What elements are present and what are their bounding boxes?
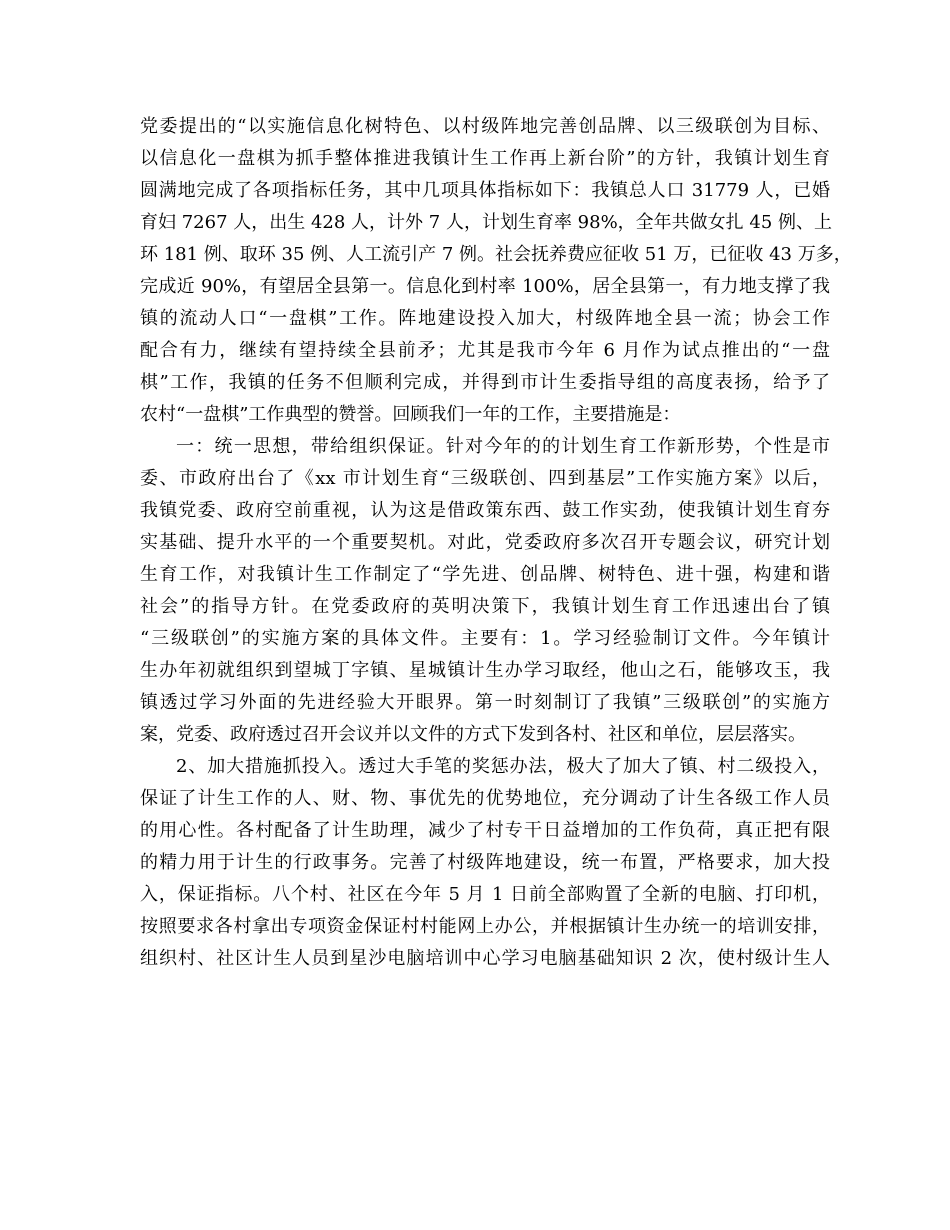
text-line: 按照要求各村拿出专项资金保证村村能网上办公，并根据镇计生办统一的培训安排， <box>140 916 830 937</box>
text-line: 生办年初就组织到望城丁字镇、星城镇计生办学习取经，他山之石，能够攻玉，我 <box>140 660 830 681</box>
text-line: 以信息化一盘棋为抓手整体推进我镇计生工作再上新台阶”的方针，我镇计划生育 <box>140 148 830 169</box>
text-line: 我镇党委、政府空前重视，认为这是借政策东西、鼓工作实劲，使我镇计划生育夯 <box>140 500 830 521</box>
text-line: 完成近 90%，有望居全县第一。信息化到村率 100%，居全县第一，有力地支撑了我 <box>140 276 830 297</box>
text-line: 生育工作，对我镇计生工作制定了“学先进、创品牌、树特色、进十强，构建和谐 <box>140 564 830 585</box>
text-line: “三级联创”的实施方案的具体文件。主要有：1。学习经验制订文件。今年镇计 <box>140 628 830 649</box>
text-line: 入，保证指标。八个村、社区在今年 5 月 1 日前全部购置了全新的电脑、打印机， <box>140 884 830 905</box>
text-line: 农村“一盘棋”工作典型的赞誉。回顾我们一年的工作，主要措施是： <box>140 404 681 425</box>
text-line: 育妇 7267 人，出生 428 人，计外 7 人，计划生育率 98%，全年共做女扎 45 例、上 <box>140 212 833 233</box>
text-line: 镇的流动人口“一盘棋”工作。阵地建设投入加大，村级阵地全县一流；协会工作 <box>140 308 830 329</box>
text-line: 圆满地完成了各项指标任务，其中几项具体指标如下：我镇总人口 31779 人，已婚 <box>140 180 830 201</box>
text-line: 的用心性。各村配备了计生助理，减少了村专干日益增加的工作负荷，真正把有限 <box>140 820 830 841</box>
paragraph-first-line: 2、加大措施抓投入。透过大手笔的奖惩办法，极大了加大了镇、村二级投入， <box>176 756 830 777</box>
text-line: 保证了计生工作的人、财、物、事优先的优势地位，充分调动了计生各级工作人员 <box>140 788 830 809</box>
text-line: 案，党委、政府透过召开会议并以文件的方式下发到各村、社区和单位，层层落实。 <box>140 724 806 745</box>
text-line: 配合有力，继续有望持续全县前矛；尤其是我市今年 6 月作为试点推出的“一盘 <box>140 340 830 361</box>
paragraph-first-line: 一：统一思想，带给组织保证。针对今年的的计划生育工作新形势，个性是市 <box>176 436 830 457</box>
text-line: 的精力用于计生的行政事务。完善了村级阵地建设，统一布置，严格要求，加大投 <box>140 852 830 873</box>
text-line: 社会”的指导方针。在党委政府的英明决策下，我镇计划生育工作迅速出台了镇 <box>140 596 830 617</box>
text-line: 环 181 例、取环 35 例、人工流引产 7 例。社会抚养费应征收 51 万，已征收 43 万多， <box>140 244 852 265</box>
document-body <box>140 111 852 975</box>
text-line: 党委提出的“以实施信息化树特色、以村级阵地完善创品牌、以三级联创为目标、 <box>140 116 830 137</box>
text-line: 镇透过学习外面的先进经验大开眼界。第一时刻制订了我镇”三级联创”的实施方 <box>140 692 830 713</box>
text-line: 组织村、社区计生人员到星沙电脑培训中心学习电脑基础知识 2 次，使村级计生人 <box>140 948 830 969</box>
text-line: 委、市政府出台了《xx 市计划生育“三级联创、四到基层”工作实施方案》以后， <box>140 468 830 489</box>
text-line: 棋”工作，我镇的任务不但顺利完成，并得到市计生委指导组的高度表扬，给予了 <box>140 372 830 393</box>
text-line: 实基础、提升水平的一个重要契机。对此，党委政府多次召开专题会议，研究计划 <box>140 532 830 553</box>
